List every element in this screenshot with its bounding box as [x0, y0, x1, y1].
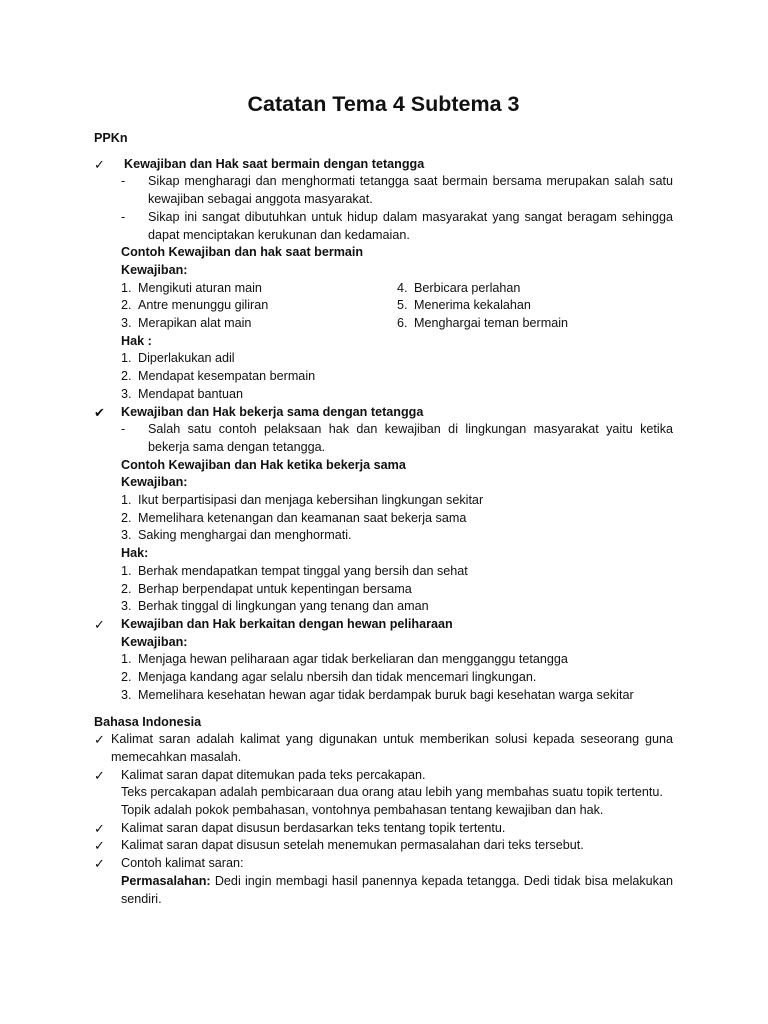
- checkmark-icon: ✓: [94, 156, 105, 172]
- ppkn-section-bekerja-sama: [94, 404, 673, 616]
- list-item: 1. Menjaga hewan peliharaan agar tidak berkeliaran dan mengganggu tetangga: [121, 652, 568, 667]
- checkmark-icon: ✓: [94, 838, 105, 854]
- list-item: 5. Menerima kekalahan: [397, 298, 531, 313]
- list-item: 6. Menghargai teman bermain: [397, 316, 569, 331]
- dash-item: - Sikap ini sangat dibutuhkan untuk hidup dalam masyarakat yang sangat beragam sehingga dapat menciptakan kerukunan dan kedamaian.: [121, 209, 673, 242]
- bahasa-item: ✓ Kalimat saran adalah kalimat yang digunakan untuk memberikan solusi kepada seseorang guna memecahkan masalah.: [94, 732, 673, 764]
- page-title: Catatan Tema 4 Subtema 3: [247, 92, 520, 116]
- paragraph: Teks percakapan adalah pembicaraan dua orang atau lebih yang membahas suatu topik tertentu.: [121, 785, 663, 800]
- bahasa-item: ✓ Contoh kalimat saran: Permasalahan: Dedi ingin membagi hasil panennya kepada tetangga. Dedi tidak bisa melakukan sendiri.: [121, 855, 673, 908]
- hak-label: Hak :: [121, 333, 152, 348]
- hak-label: Hak:: [121, 546, 149, 561]
- list-item: 1. Mengikuti aturan main: [121, 280, 262, 295]
- checkmark-icon: ✓: [94, 820, 105, 836]
- kewajiban-columns: [121, 280, 673, 333]
- list-item: 4. Berbicara perlahan: [397, 280, 521, 295]
- list-item: 3. Saking menghargai dan menghormati.: [121, 528, 352, 543]
- kewajiban-column-right: [397, 280, 673, 333]
- example-heading: Contoh Kewajiban dan hak saat bermain: [121, 245, 364, 260]
- kewajiban-label: Kewajiban:: [121, 634, 188, 649]
- checkmark-icon: ✓: [94, 767, 105, 783]
- problem-label: Permasalahan:: [121, 873, 211, 888]
- dash-item: - Salah satu contoh pelaksaan hak dan kewajiban di lingkungan masyarakat yaitu ketika bekerja sama dengan tetangga.: [121, 422, 673, 454]
- list-item: 3. Mendapat bantuan: [121, 386, 244, 401]
- subsection-heading: Kewajiban dan Hak saat bermain dengan tetangga: [124, 156, 425, 171]
- checkmark-icon: ✔: [94, 404, 105, 420]
- list-item: 2. Memelihara ketenangan dan keamanan saat bekerja sama: [121, 510, 467, 525]
- list-item: 3. Memelihara kesehatan hewan agar tidak berdampak buruk bagi kesehatan warga sekitar: [121, 687, 634, 702]
- ppkn-section-bermain: [94, 156, 673, 404]
- dash-marker: -: [121, 209, 126, 224]
- kewajiban-label: Kewajiban:: [121, 262, 188, 277]
- section-heading-bahasa-indonesia: Bahasa Indonesia: [94, 714, 202, 729]
- dash-item: - Sikap mengharagi dan menghormati tetangga saat bermain bersama merupakan salah satu kewajiban sebagai anggota masyarakat.: [121, 174, 673, 207]
- subsection-heading: Kewajiban dan Hak bekerja sama dengan tetangga: [121, 404, 424, 419]
- bahasa-item: ✓ Kalimat saran dapat disusun setelah menemukan permasalahan dari teks tersebut.: [94, 838, 584, 854]
- list-item: 2. Menjaga kandang agar selalu nbersih dan tidak mencemari lingkungan.: [121, 670, 537, 685]
- kewajiban-column-left: [121, 280, 397, 333]
- dash-marker: -: [121, 174, 126, 189]
- kewajiban-label: Kewajiban:: [121, 475, 188, 490]
- bahasa-item: ✓ Kalimat saran dapat ditemukan pada teks percakapan. Teks percakapan adalah pembicaraan dua orang atau lebih yang membahas suatu topik tertentu. Topik adalah pokok pembahasan, vontohnya pembahasan tentang kewajiban dan hak.: [121, 767, 673, 820]
- list-item: 3. Berhak tinggal di lingkungan yang tenang dan aman: [121, 599, 429, 614]
- list-item: 1. Ikut berpartisipasi dan menjaga kebersihan lingkungan sekitar: [121, 493, 484, 508]
- list-item: 2. Antre menunggu giliran: [121, 298, 269, 313]
- list-item: 2. Berhap berpendapat untuk kepentingan bersama: [121, 581, 412, 596]
- checkmark-icon: ✓: [94, 856, 105, 872]
- list-item: 2. Mendapat kesempatan bermain: [121, 369, 316, 384]
- ppkn-section-hewan-peliharaan: [94, 616, 673, 705]
- section-heading-ppkn: PPKn: [94, 131, 128, 145]
- checkmark-icon: ✓: [94, 616, 105, 632]
- bahasa-item: ✓ Kalimat saran dapat disusun berdasarkan teks tentang topik tertentu.: [94, 820, 506, 836]
- example-paragraph: Permasalahan: Dedi ingin membagi hasil panennya kepada tetangga. Dedi tidak bisa melakukan sendiri.: [121, 873, 673, 906]
- list-item: 3. Merapikan alat main: [121, 316, 252, 331]
- subsection-heading: Kewajiban dan Hak berkaitan dengan hewan peliharaan: [121, 616, 453, 631]
- list-item: 1. Diperlakukan adil: [121, 351, 235, 366]
- list-item: 1. Berhak mendapatkan tempat tinggal yang bersih dan sehat: [121, 563, 468, 578]
- dash-marker: -: [121, 422, 126, 437]
- example-heading: Contoh Kewajiban dan Hak ketika bekerja sama: [121, 457, 406, 472]
- paragraph: Topik adalah pokok pembahasan, vontohnya pembahasan tentang kewajiban dan hak.: [121, 803, 604, 818]
- checkmark-icon: ✓: [94, 732, 105, 748]
